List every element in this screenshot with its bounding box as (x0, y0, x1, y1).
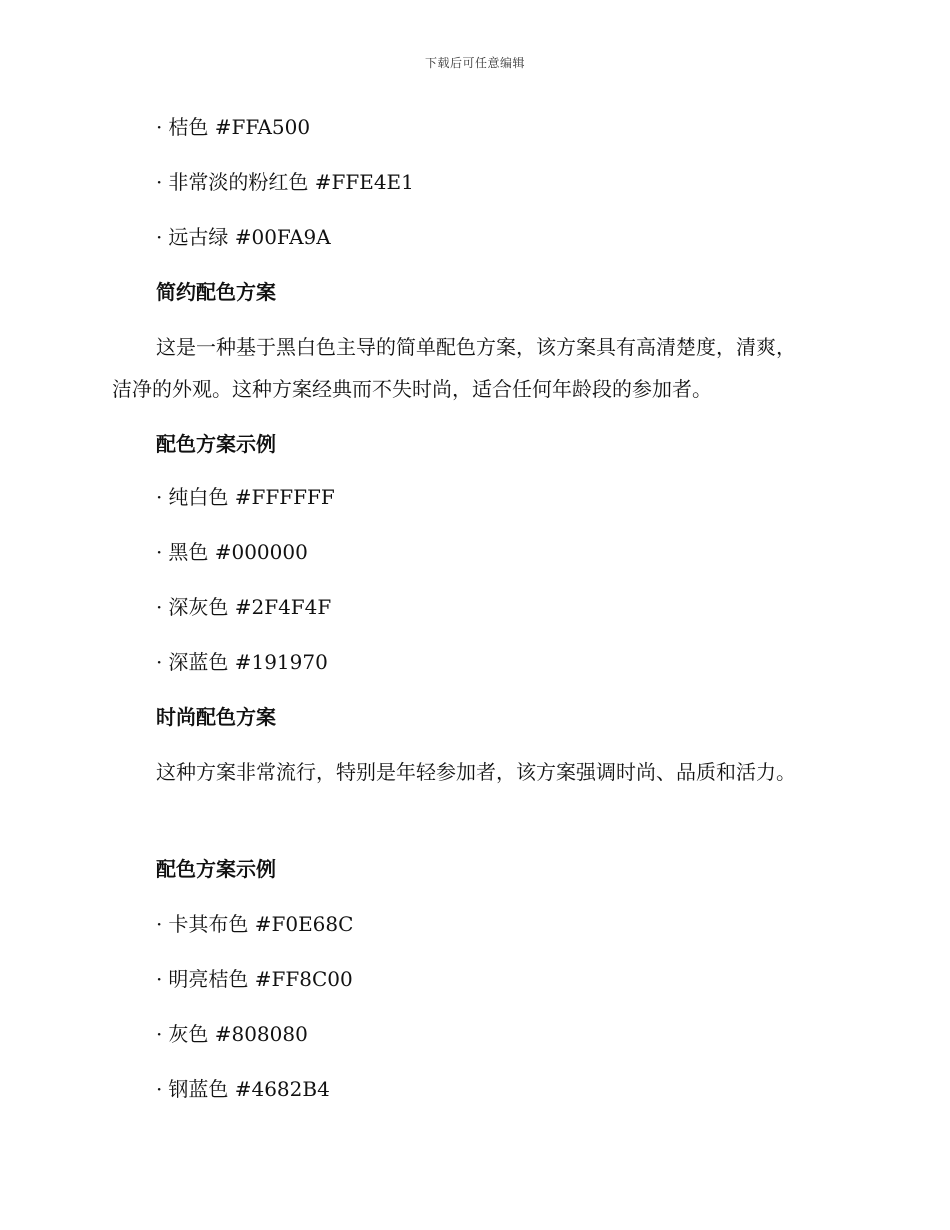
color-item-label: 纯白色 (168, 485, 229, 509)
bullet-icon: · (156, 595, 163, 619)
bullet-icon: · (156, 1077, 163, 1101)
color-item-label: 深蓝色 (168, 650, 229, 674)
color-item-label: 黑色 (168, 540, 209, 564)
color-item-code: #FFE4E1 (314, 170, 414, 194)
color-item-label: 钢蓝色 (168, 1077, 229, 1101)
bullet-icon: · (156, 170, 163, 194)
color-item (156, 912, 353, 936)
color-item-label: 卡其布色 (168, 912, 249, 936)
color-item-label: 非常淡的粉红色 (168, 170, 309, 194)
color-item-code: #F0E68C (254, 912, 354, 936)
color-item (156, 650, 328, 674)
color-item-label: 明亮桔色 (168, 967, 249, 991)
page-header: 下载后可任意编辑 (424, 56, 525, 70)
bullet-icon: · (156, 485, 163, 509)
color-item (156, 115, 310, 139)
bullet-icon: · (156, 1022, 163, 1046)
color-item-code: #2F4F4F (234, 595, 332, 619)
color-item (156, 170, 414, 194)
example-heading-simple: 配色方案示例 (156, 432, 276, 456)
bullet-icon: · (156, 540, 163, 564)
color-item (156, 485, 335, 509)
bullet-icon: · (156, 650, 163, 674)
section-heading-simple: 简约配色方案 (156, 280, 276, 304)
color-item (156, 1077, 330, 1101)
color-item-code: #191970 (234, 650, 328, 674)
fashion-description: 这种方案非常流行，特别是年轻参加者，该方案强调时尚、品质和活力。 (156, 760, 796, 784)
color-item (156, 595, 331, 619)
color-item-code: #00FA9A (234, 225, 331, 249)
color-item-label: 深灰色 (168, 595, 229, 619)
section-heading-fashion: 时尚配色方案 (156, 705, 276, 729)
color-item-code: #808080 (214, 1022, 308, 1046)
bullet-icon: · (156, 115, 163, 139)
color-item (156, 967, 353, 991)
example-heading-fashion: 配色方案示例 (156, 857, 276, 881)
bullet-icon: · (156, 912, 163, 936)
color-item-code: #4682B4 (234, 1077, 330, 1101)
color-item-label: 灰色 (168, 1022, 209, 1046)
color-item (156, 540, 308, 564)
color-item-code: #000000 (214, 540, 308, 564)
color-item (156, 225, 331, 249)
color-item (156, 1022, 308, 1046)
color-item-code: #FF8C00 (254, 967, 353, 991)
color-item-code: #FFFFFF (234, 485, 335, 509)
bullet-icon: · (156, 967, 163, 991)
color-item-label: 远古绿 (168, 225, 229, 249)
color-item-code: #FFA500 (214, 115, 311, 139)
color-item-label: 桔色 (168, 115, 209, 139)
simple-description: 这是一种基于黑白色主导的简单配色方案，该方案具有高清楚度，清爽，洁净的外观。这种方案经典而不失时尚，适合任何年龄段的参加者。 (112, 335, 796, 401)
bullet-icon: · (156, 225, 163, 249)
